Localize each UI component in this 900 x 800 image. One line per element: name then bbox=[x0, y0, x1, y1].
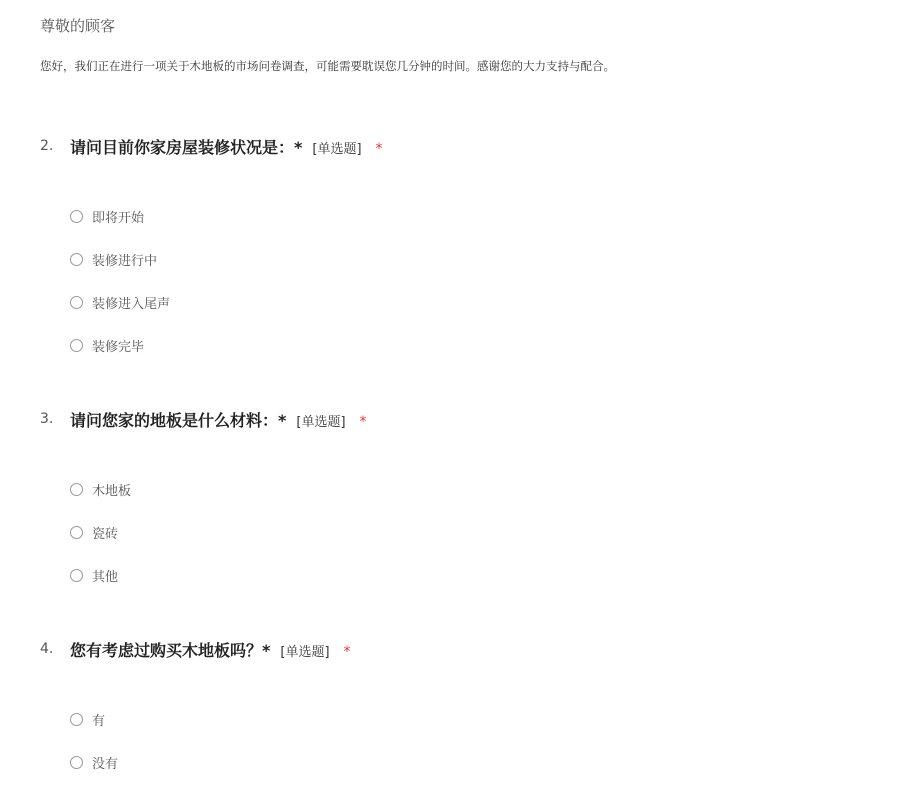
option-label: 瓷砖 bbox=[92, 526, 119, 542]
question-type-label: [单选题] bbox=[312, 142, 362, 157]
option-radio[interactable] bbox=[70, 564, 118, 586]
radio-circle-icon[interactable] bbox=[70, 756, 83, 769]
radio-circle-icon[interactable] bbox=[70, 483, 83, 496]
question-type-label: [单选题] bbox=[280, 645, 330, 660]
option-radio[interactable] bbox=[70, 291, 170, 313]
question-number: 4. bbox=[40, 641, 54, 657]
question-3 bbox=[40, 408, 860, 585]
question-number: 2. bbox=[40, 138, 54, 154]
radio-circle-icon[interactable] bbox=[70, 253, 83, 266]
option-radio[interactable] bbox=[70, 248, 157, 270]
option-radio[interactable] bbox=[70, 751, 118, 773]
question-title bbox=[70, 135, 383, 158]
required-mark: * bbox=[375, 141, 383, 157]
option-label: 其他 bbox=[92, 569, 119, 585]
option-label: 木地板 bbox=[92, 483, 132, 499]
radio-circle-icon[interactable] bbox=[70, 713, 83, 726]
option-radio[interactable] bbox=[70, 521, 118, 543]
question-title-text: 请问您家的地板是什么材料：* bbox=[70, 411, 287, 430]
question-2 bbox=[40, 135, 860, 355]
option-radio[interactable] bbox=[70, 205, 144, 227]
radio-circle-icon[interactable] bbox=[70, 569, 83, 582]
option-label: 装修进入尾声 bbox=[92, 296, 171, 312]
question-header bbox=[40, 135, 860, 159]
question-header bbox=[40, 638, 860, 662]
option-label: 装修完毕 bbox=[92, 339, 145, 355]
question-title bbox=[70, 638, 351, 661]
question-number: 3. bbox=[40, 411, 54, 427]
intro-text: 您好，我们正在进行一项关于木地板的市场问卷调查，可能需要耽误您几分钟的时间。感谢您的大力支持与配合。 bbox=[40, 59, 615, 73]
question-header bbox=[40, 408, 860, 432]
option-radio[interactable] bbox=[70, 334, 144, 356]
question-title-text: 您有考虑过购买木地板吗？* bbox=[70, 641, 271, 660]
radio-circle-icon[interactable] bbox=[70, 339, 83, 352]
question-4 bbox=[40, 638, 860, 772]
option-label: 即将开始 bbox=[92, 210, 145, 226]
question-type-label: [单选题] bbox=[296, 415, 346, 430]
radio-circle-icon[interactable] bbox=[70, 296, 83, 309]
question-title-text: 请问目前你家房屋装修状况是：* bbox=[70, 138, 303, 157]
option-label: 有 bbox=[92, 713, 106, 729]
question-title bbox=[70, 408, 367, 431]
radio-circle-icon[interactable] bbox=[70, 210, 83, 223]
option-label: 没有 bbox=[92, 756, 119, 772]
required-mark: * bbox=[359, 414, 367, 430]
greeting-heading: 尊敬的顾客 bbox=[40, 17, 116, 35]
required-mark: * bbox=[343, 644, 351, 660]
radio-circle-icon[interactable] bbox=[70, 526, 83, 539]
option-radio[interactable] bbox=[70, 478, 131, 500]
option-label: 装修进行中 bbox=[92, 253, 158, 269]
option-radio[interactable] bbox=[70, 708, 105, 730]
